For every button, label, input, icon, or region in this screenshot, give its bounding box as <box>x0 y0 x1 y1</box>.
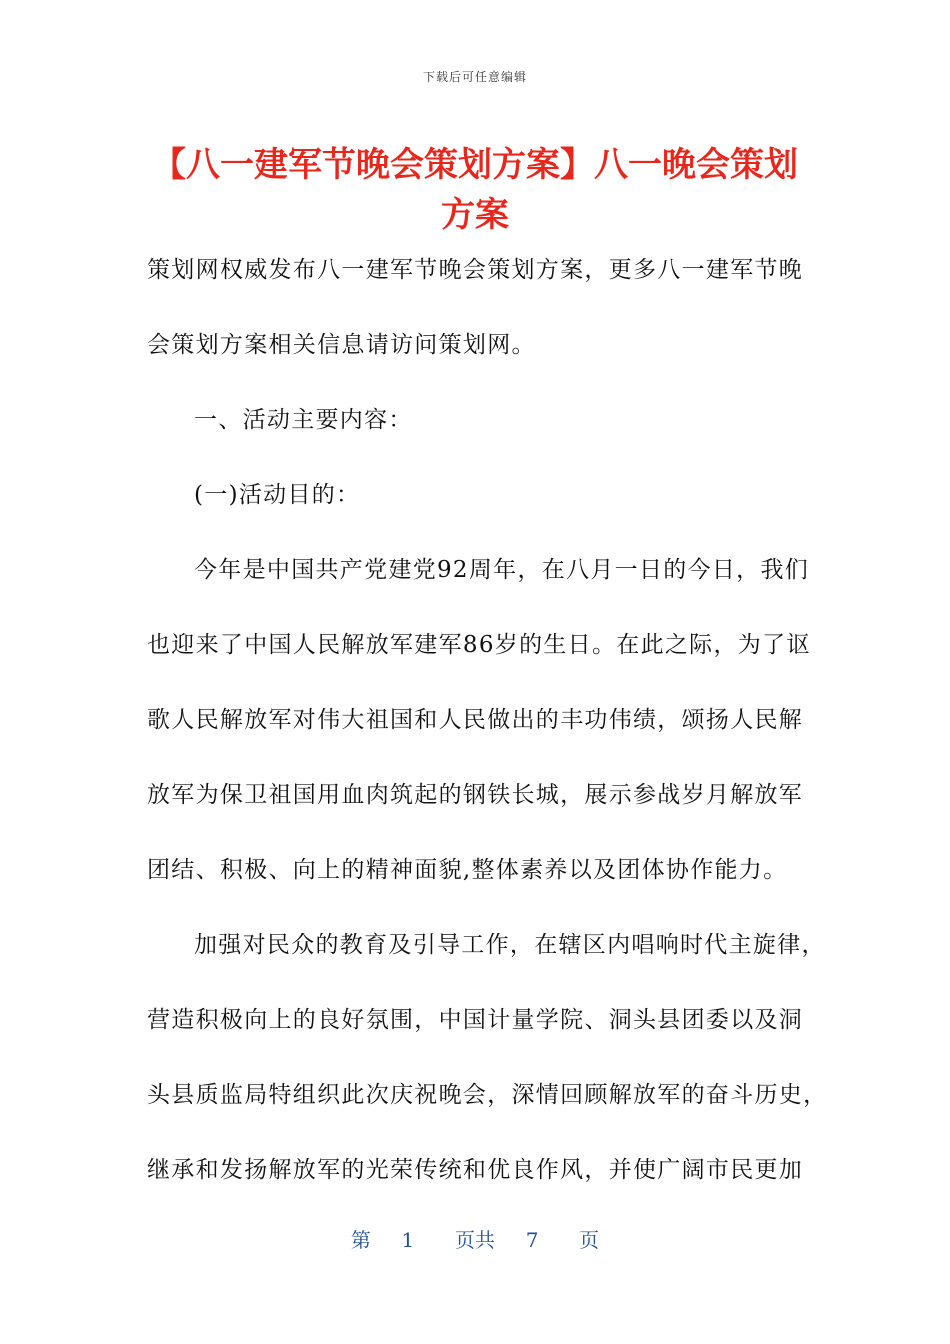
subsection-heading: (一)活动目的： <box>194 482 361 508</box>
footer-prefix: 第 <box>350 1228 371 1252</box>
document-title <box>150 140 800 240</box>
body-line: 也迎来了中国人民解放军建军86岁的生日。在此之际，为了讴 <box>147 632 811 658</box>
body-line: 营造积极向上的良好氛围，中国计量学院、洞头县团委以及洞 <box>147 1007 804 1033</box>
title-line-1: 【八一建军节晚会策划方案】八一晚会策划 <box>152 145 798 185</box>
body-line: 团结、积极、向上的精神面貌,整体素养以及团体协作能力。 <box>147 857 788 883</box>
body-line: 继承和发扬解放军的光荣传统和优良作风，并使广阔市民更加 <box>147 1157 804 1183</box>
section-heading: 一、活动主要内容： <box>194 407 413 433</box>
footer-current-page: 1 <box>401 1228 415 1252</box>
body-line: 头县质监局特组织此次庆祝晚会，深情回顾解放军的奋斗历史， <box>147 1082 828 1108</box>
document-body <box>147 233 828 1208</box>
body-line: 放军为保卫祖国用血肉筑起的钢铁长城，展示参战岁月解放军 <box>147 782 804 808</box>
title-line-2: 方案 <box>441 195 509 235</box>
body-line: 会策划方案相关信息请访问策划网。 <box>147 332 536 358</box>
page-footer <box>0 1224 950 1253</box>
body-line: 加强对民众的教育及引导工作，在辖区内唱响时代主旋律， <box>194 932 826 958</box>
body-line: 歌人民解放军对伟大祖国和人民做出的丰功伟绩，颂扬人民解 <box>147 707 804 733</box>
body-line: 今年是中国共产党建党92周年，在八月一日的今日，我们 <box>194 557 810 583</box>
footer-suffix: 页 <box>579 1228 600 1252</box>
footer-total-pages: 7 <box>525 1228 539 1252</box>
body-line: 策划网权威发布八一建军节晚会策划方案，更多八一建军节晚 <box>147 257 804 283</box>
footer-mid: 页共 <box>455 1228 495 1252</box>
header-note: 下载后可任意编辑 <box>422 70 527 84</box>
